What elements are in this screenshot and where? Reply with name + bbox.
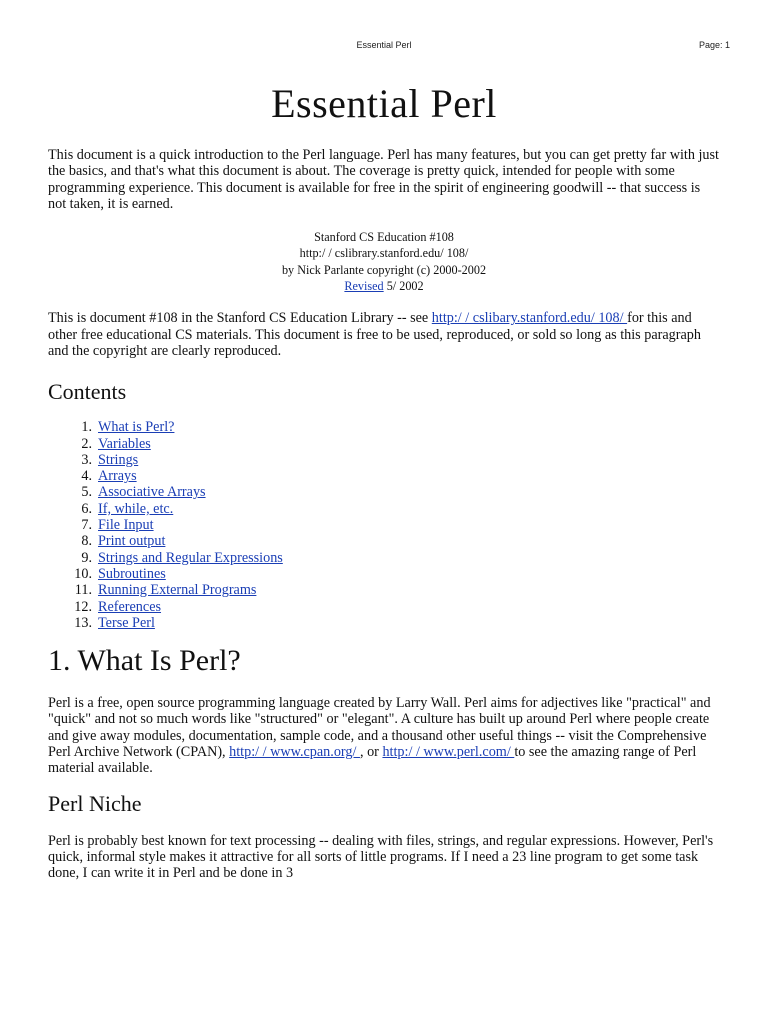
credits-block: [48, 229, 720, 294]
toc-number: 1.: [81, 419, 92, 436]
about-text-before: This is document #108 in the Stanford CS Education Library -- see: [48, 310, 432, 327]
toc-link-what-is-perl[interactable]: What is Perl?: [98, 419, 175, 436]
toc-link-terse-perl[interactable]: Terse Perl: [98, 614, 155, 631]
toc-number: 2.: [81, 435, 92, 452]
page-number: Page: 1: [698, 40, 730, 50]
credits-line-author: by Nick Parlante copyright (c) 2000-2002: [281, 262, 487, 277]
toc-link-references[interactable]: References: [98, 598, 162, 615]
toc-link-strings-regex[interactable]: Strings and Regular Expressions: [98, 549, 283, 566]
about-paragraph: [48, 310, 720, 359]
toc-number: 6.: [81, 500, 92, 517]
contents-heading: Contents: [48, 379, 127, 405]
about-text-after: for this and other free educational CS materials. This document is free to be used, reproduced, or sold so long as this paragraph and the copyright are clearly reproduced.: [48, 310, 701, 359]
intro-paragraph: This document is a quick introduction to the Perl language. Perl has many features, but you can get pretty far with just the basics, and that's what this document is about. The coverage is pretty quick, intended for people with some programming experience. This document is available for free in the spirit of engineering goodwill -- that success is not taken, it is earned.: [48, 147, 719, 212]
cpan-link[interactable]: http:/ / www.cpan.org/: [229, 744, 360, 761]
toc-link-file-input[interactable]: File Input: [98, 517, 154, 534]
toc-link-if-while[interactable]: If, while, etc.: [98, 500, 174, 517]
toc-link-variables[interactable]: Variables: [98, 435, 151, 452]
perl-niche-paragraph: Perl is probably best known for text processing -- dealing with files, strings, and regular expressions. However, Perl's quick, informal style makes it attractive for all sorts of little programs. If I need a 23 line program to get some task done, I can write it in Perl and be done in 3: [48, 832, 714, 882]
toc-item: [48, 599, 720, 615]
credits-line-revised: [48, 278, 720, 294]
toc-number: 11.: [74, 582, 92, 599]
toc-number: 9.: [81, 549, 92, 566]
document-title: Essential Perl: [271, 81, 497, 126]
toc-number: 5.: [81, 484, 92, 501]
subheading-perl-niche: Perl Niche: [48, 790, 142, 816]
what-is-perl-text-before: Perl is a free, open source programming language created by Larry Wall. Perl aims for adjectives like "practical" and "quick" and not so much words like "structured" or "elegant". A culture has built up around Perl where people create and give away modules, documentation, sample code, and a thousand other useful things -- visit the Comprehensive Perl Archive Network (CPAN),: [48, 695, 711, 761]
toc-number: 8.: [81, 533, 92, 550]
what-is-perl-paragraph: [48, 695, 720, 776]
what-is-perl-text-mid: , or: [359, 744, 383, 761]
toc-number: 10.: [74, 565, 92, 582]
toc-number: 3.: [81, 451, 92, 468]
toc-link-subroutines[interactable]: Subroutines: [98, 565, 166, 582]
toc-item: [48, 484, 720, 500]
toc-item: [48, 533, 720, 549]
perl-com-link[interactable]: http:/ / www.perl.com/: [382, 744, 515, 761]
toc-link-running-external-programs[interactable]: Running External Programs: [98, 582, 257, 599]
toc-number: 13.: [74, 614, 92, 631]
toc-item: [48, 468, 720, 484]
toc-item: [48, 501, 720, 517]
toc-item: [48, 566, 720, 582]
revised-date: 5/ 2002: [383, 279, 424, 294]
what-is-perl-text-after: to see the amazing range of Perl material available.: [48, 744, 697, 777]
toc-link-strings[interactable]: Strings: [98, 451, 139, 468]
toc-item: [48, 615, 720, 631]
toc-item: [48, 419, 720, 435]
credits-line-edition: Stanford CS Education #108: [314, 230, 454, 245]
toc-link-arrays[interactable]: Arrays: [98, 468, 137, 485]
cslibrary-link[interactable]: http:/ / cslibary.stanford.edu/ 108/: [431, 310, 628, 327]
section-heading-what-is-perl: 1. What Is Perl?: [48, 644, 241, 678]
toc-item: [48, 550, 720, 566]
toc-number: 7.: [81, 517, 92, 534]
toc-link-associative-arrays[interactable]: Associative Arrays: [98, 484, 206, 501]
running-header: [0, 40, 768, 54]
toc-number: 4.: [81, 468, 92, 485]
table-of-contents: [48, 419, 720, 631]
toc-number: 12.: [74, 598, 92, 615]
toc-item: [48, 436, 720, 452]
toc-link-print-output[interactable]: Print output: [98, 533, 166, 550]
toc-item: [48, 517, 720, 533]
toc-item: [48, 582, 720, 598]
revised-link[interactable]: Revised: [344, 279, 384, 294]
toc-item: [48, 452, 720, 468]
document-body: [48, 80, 720, 882]
running-header-title: Essential Perl: [356, 40, 412, 50]
credits-line-url: http:/ / cslibrary.stanford.edu/ 108/: [299, 246, 469, 261]
